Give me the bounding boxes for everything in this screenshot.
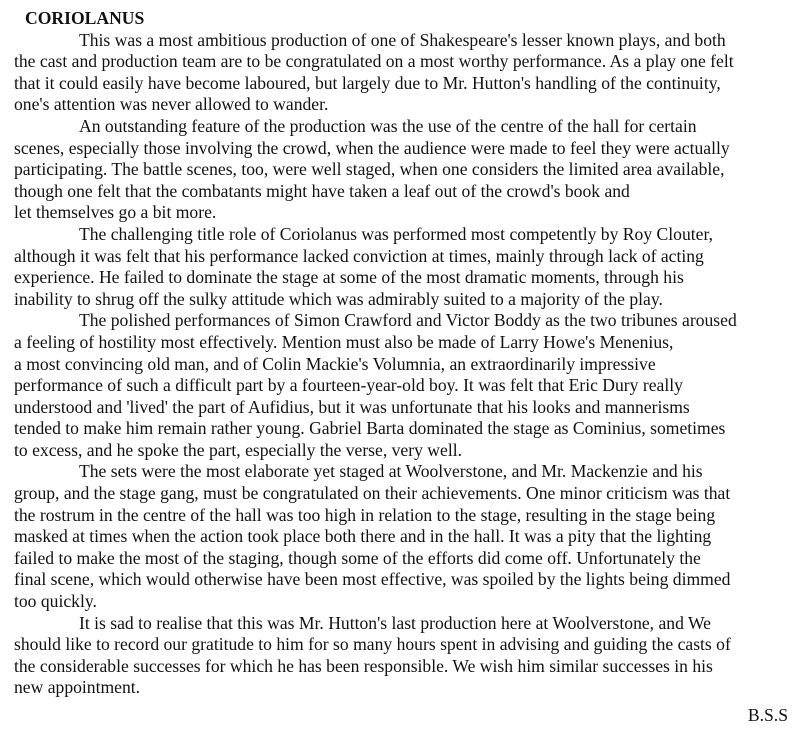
article-title: CORIOLANUS (25, 8, 145, 28)
text-line: understood and 'lived' the part of Aufidius, but it was unfortunate that his looks and mannerisms (14, 396, 690, 417)
text-line: a feeling of hostility most effectively. Mention must also be made of Larry Howe's Menenius, (14, 331, 674, 352)
text-line: scenes, especially those involving the crowd, when the audience were made to feel they were actually (14, 137, 730, 158)
author-signature: B.S.S (747, 705, 788, 725)
paragraph-5 (14, 461, 800, 612)
text-line: experience. He failed to dominate the stage at some of the most dramatic moments, through his (14, 267, 684, 288)
text-line: although it was felt that his performance lacked conviction at times, mainly through lack of acting (14, 245, 704, 266)
text-line: This was a most ambitious production of one of Shakespeare's lesser known plays, and both (79, 29, 726, 50)
text-line: An outstanding feature of the production was the use of the centre of the hall for certain (79, 115, 697, 136)
text-line: participating. The battle scenes, too, were well staged, when one considers the limited area available, (14, 159, 725, 180)
article (14, 8, 800, 699)
text-line: a most convincing old man, and of Colin Mackie's Volumnia, an extraordinarily impressive (14, 353, 656, 374)
text-line: The polished performances of Simon Crawford and Victor Boddy as the two tribunes aroused (79, 310, 737, 331)
text-line: to excess, and he spoke the part, especially the verse, very well. (14, 439, 462, 460)
text-line: though one felt that the combatants might have taken a leaf out of the crowd's book and (14, 180, 630, 201)
text-line: the rostrum in the centre of the hall was too high in relation to the stage, resulting in the stage being (14, 504, 716, 525)
text-line: tended to make him remain rather young. Gabriel Barta dominated the stage as Cominius, sometimes (14, 418, 726, 439)
text-line: one's attention was never allowed to wander. (14, 94, 329, 115)
text-line: masked at times when the action took place both there and in the hall. It was a pity that the lighting (14, 526, 712, 547)
text-line: final scene, which would otherwise have been most effective, was spoiled by the lights being dimmed (14, 569, 731, 590)
text-line: let themselves go a bit more. (14, 202, 217, 223)
text-line: that it could easily have become laboured, but largely due to Mr. Hutton's handling of the continuity, (14, 72, 721, 93)
paragraph-3 (14, 224, 800, 310)
text-line: failed to make the most of the staging, though some of the efforts did come off. Unfortunately the (14, 547, 701, 568)
paragraph-4 (14, 310, 800, 461)
text-line: The sets were the most elaborate yet staged at Woolverstone, and Mr. Mackenzie and his (79, 461, 703, 482)
paragraph-2 (14, 116, 800, 224)
text-line: the cast and production team are to be congratulated on a most worthy performance. As a play one felt (14, 51, 734, 72)
text-line: group, and the stage gang, must be congratulated on their achievements. One minor criticism was that (14, 483, 731, 504)
text-line: It is sad to realise that this was Mr. Hutton's last production here at Woolverstone, and We (79, 612, 711, 633)
paragraph-6 (14, 613, 800, 699)
text-line: inability to shrug off the sulky attitude which was admirably suited to a majority of the play. (14, 288, 663, 309)
text-line: The challenging title role of Coriolanus was performed most competently by Roy Clouter, (79, 223, 713, 244)
text-line: the considerable successes for which he has been responsible. We wish him similar successes in his (14, 655, 713, 676)
paragraph-1 (14, 30, 800, 116)
text-line: too quickly. (14, 591, 97, 612)
text-line: should like to record our gratitude to him for so many hours spent in advising and guiding the casts of (14, 634, 731, 655)
text-line: performance of such a difficult part by a fourteen-year-old boy. It was felt that Eric Dury really (14, 375, 683, 396)
text-line: new appointment. (14, 677, 141, 698)
